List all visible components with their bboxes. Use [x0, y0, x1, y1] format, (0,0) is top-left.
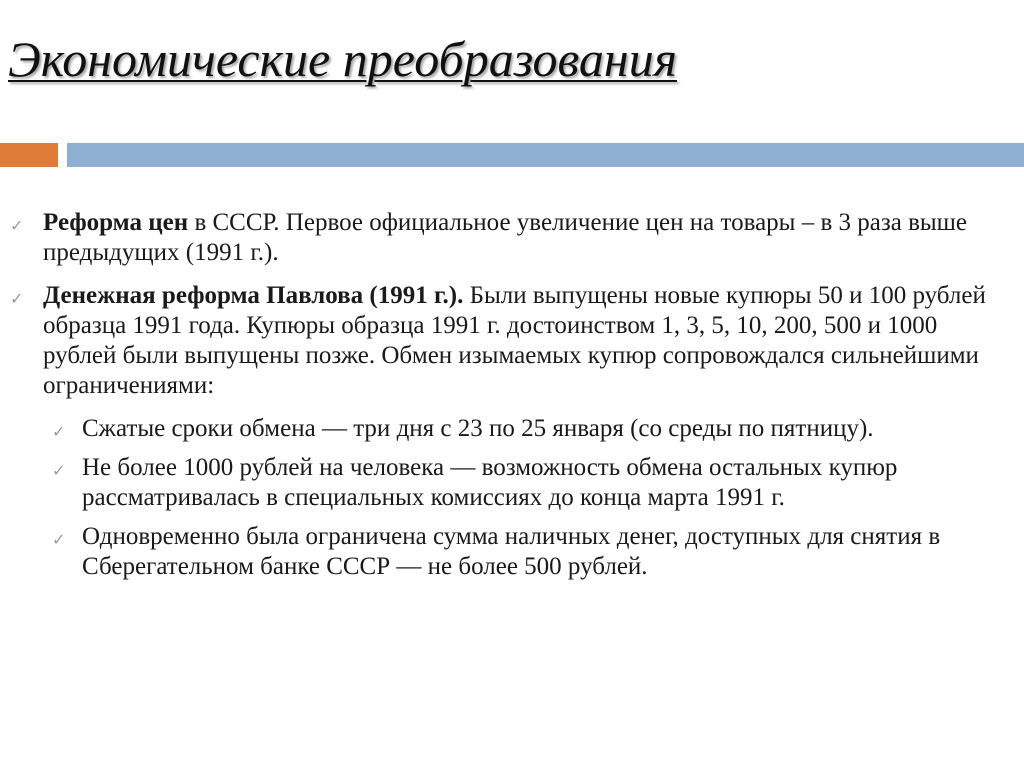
bullet-text: Были выпущены новые купюры 50 и 100 рублей образца 1991 года. Купюры образца 1991 г. достоинством 1, 3, 5, 10, 200, 500 и 1000 рублей были выпущены позже. Обмен изымаемых купюр сопровождался сильнейшими ограничениями: [43, 282, 986, 399]
accent-bar [0, 143, 58, 167]
checkmark-icon: ✓ [10, 216, 24, 235]
checkmark-icon: ✓ [52, 530, 66, 549]
checkmark-icon: ✓ [52, 461, 66, 480]
sub-bullet-item [0, 453, 1024, 513]
bullet-item [0, 281, 1024, 401]
checkmark-icon: ✓ [10, 289, 24, 308]
bullet-bold-text: Реформа цен [43, 209, 189, 236]
bullet-bold-text: Денежная реформа Павлова (1991 г.). [43, 282, 464, 309]
sub-bullet-text: Сжатые сроки обмена — три дня с 23 по 25 января (со среды по пятницу). [82, 415, 874, 442]
sub-bullet-text: Одновременно была ограничена сумма наличных денег, доступных для снятия в Сберегательном банке СССР — не более 500 рублей. [82, 523, 941, 580]
divider-bar [67, 143, 1024, 167]
bullet-text: в СССР. Первое официальное увеличение цен на товары – в 3 раза выше предыдущих (1991 г.). [43, 209, 968, 266]
sub-bullet-text: Не более 1000 рублей на человека — возможность обмена остальных купюр рассматривалась в специальных комиссиях до конца марта 1991 г. [82, 454, 898, 511]
sub-bullet-item [0, 522, 1024, 582]
slide-content [0, 208, 1024, 591]
bullet-item [0, 208, 1024, 268]
checkmark-icon: ✓ [52, 422, 66, 441]
sub-bullet-item [0, 414, 1024, 444]
slide-title: Экономические преобразования [8, 31, 677, 87]
